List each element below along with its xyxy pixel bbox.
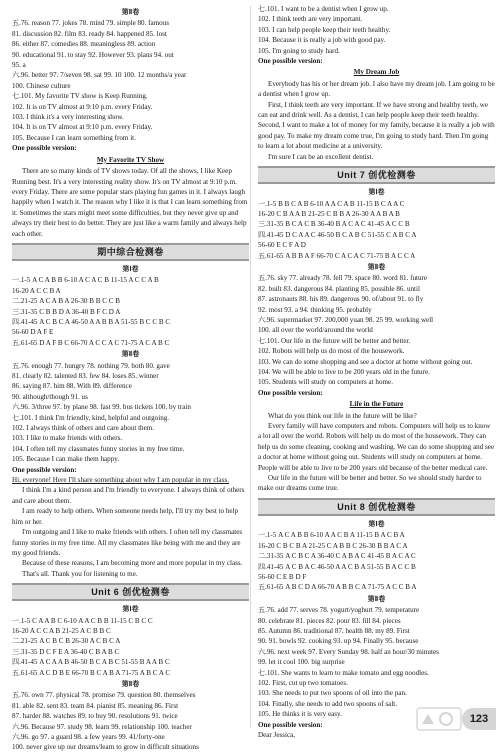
essay-paragraph: I am ready to help others. When someone needs help, I'll try my best to help him or her. xyxy=(12,507,239,526)
answer-lines xyxy=(258,530,495,592)
answer-line: 105. Students will study on computers at home. xyxy=(258,378,393,387)
section-part-heading: 第Ⅰ卷 xyxy=(368,519,385,528)
answer-line: 五.76. enough 77. hungry 78. nothing 79. both 80. gave xyxy=(12,361,170,370)
answer-line: 五.61-65 D A F B C 66-70 A C C A C 71-75 A C A B C xyxy=(12,338,170,347)
section-part-heading: 第Ⅰ卷 xyxy=(122,264,139,273)
answer-line: 五.76. own 77. physical 78. promise 79. question 80. themselves xyxy=(12,691,196,700)
answer-line: 85. Autumn 86. traditional 87. health 88. my 89. First xyxy=(258,626,410,635)
answer-lines xyxy=(258,4,495,56)
answer-line: 六.96. supermarket 97. 200,000 yuan 98. 25 99. working well xyxy=(258,315,434,324)
essay-paragraph: Everybody has his or her dream job. I also have my dream job. I am going to be a dentist when I grow up. xyxy=(258,79,495,99)
left-column xyxy=(12,6,249,753)
answer-line: 105. He thinks it is very easy. xyxy=(258,710,342,719)
essay-body xyxy=(258,411,495,494)
answer-line: 四.41-45 A C B A C 46-50 A A C B A 51-55 B A C C B xyxy=(258,562,416,571)
essay-title: My Dream Job xyxy=(353,68,400,77)
answer-line: 五.76. sky 77. already 78. fell 79. space 80. word 81. future xyxy=(258,274,428,283)
answer-line: 86. either 87. comedies 88. meaningless 89. action xyxy=(12,40,156,49)
answer-line: 103. I think it's a very interesting show. xyxy=(12,113,124,122)
watermark-logo-icon xyxy=(416,706,462,732)
answer-line: 六.96. better 97. 7/seven 98. sat 99. 10 100. 12 months/a year xyxy=(12,71,187,80)
essay-body xyxy=(258,79,495,162)
section-part-heading: 第Ⅰ卷 xyxy=(368,188,385,197)
answer-line: 81. able 82. sent 83. team 84. pianist 85. meaning 86. First xyxy=(12,701,179,710)
answer-line: 六.96. 3/three 97. by plane 98. fast 99. bus tickets 100. by train xyxy=(12,403,191,412)
column-divider xyxy=(250,6,251,728)
essay-paragraph: First, I think teeth are very important. If we have strong and healthy teeth, we can eat and drink well. As a dentist, I can help people keep their teeth healthy. Second, I want to make a lot of money for my family, because it is really a job with good pay. To make my dream come true, I'm going to study hard. Then I'm going to learn a lot about medicine at a university. xyxy=(258,100,495,151)
section-part-heading: 第Ⅱ卷 xyxy=(121,350,140,359)
answer-line: 104. It is on TV almost at 9:10 p.m. every Friday. xyxy=(12,123,153,132)
answer-line: 95. a xyxy=(12,61,26,70)
answer-line: 86. saying 87. him 88. With 89. difference xyxy=(12,382,132,391)
answer-line: 一.1-5 A C A B B 6-10 A C A C B 11-15 A C C A B xyxy=(12,276,159,285)
answer-line: 六.96. next week 97. Every Sunday 98. half an hour/30 minutes xyxy=(258,647,439,656)
answer-lines xyxy=(12,18,249,143)
essay-title: My Favorite TV Show xyxy=(96,155,165,164)
section-part-heading: 第Ⅱ卷 xyxy=(367,262,386,271)
answer-lines xyxy=(12,275,249,348)
answer-line: 92. most 93. a 94. thinking 95. probably xyxy=(258,305,372,314)
answer-line: 103. I like to make friends with others. xyxy=(12,434,123,443)
answer-line: 三.31-35 C B B D A 36-40 B F C D A xyxy=(12,307,121,316)
answer-line: 99. let it cool 100. big surprise xyxy=(258,658,345,667)
answer-line: 102. It is on TV almost at 9:10 p.m. every Friday. xyxy=(12,102,153,111)
answer-line: 七.101. She wants to learn to make tomato and egg noodles. xyxy=(258,668,429,677)
section-part-heading: 第Ⅰ卷 xyxy=(122,605,139,614)
test-banner: Unit 8 创优检测卷 xyxy=(258,498,495,516)
version-label: One possible version: xyxy=(258,388,323,397)
answer-line: 105. Because I can make them happy. xyxy=(12,455,120,464)
answer-line: 二.21-25 A C B C B 26-30 A C B C A xyxy=(12,637,121,646)
answer-line: 四.41-45 A C A A B 46-50 B C A B C 51-55 B A A B C xyxy=(12,658,170,667)
answer-lines xyxy=(258,273,495,387)
essay-paragraph: Because of these reasons, I am becoming more and more popular in my class. xyxy=(22,559,243,568)
section-part-heading: 第Ⅱ卷 xyxy=(367,594,386,603)
answer-line: 一.1-5 C A A B C 6-10 A A C B B 11-15 C B C C xyxy=(12,616,153,625)
answer-line: 七.101. I think I'm friendly, kind, helpful and outgoing. xyxy=(12,413,170,422)
version-label: One possible version: xyxy=(12,465,77,474)
answer-line: 56-60 C E B D F xyxy=(258,572,307,581)
answer-line: 90. educational 91. to stay 92. However 93. plans 94. out xyxy=(12,50,174,59)
answer-line: 一.1-5 A C A B B 6-10 A A C B A 11-15 B A C B A xyxy=(258,531,405,540)
answer-line: 100. never give up our dreams/learn to grow in difficult situations xyxy=(12,743,199,752)
essay-opening: Hi, everyone! Here I'll share something about why I am popular in my class. xyxy=(12,476,229,485)
essay-paragraph: I'm outgoing and I like to make friends with others. I often tell my classmates funny stories in my free time. All my classmates like being with me and they are my good friends. xyxy=(12,528,243,557)
section-part-heading: 第Ⅱ卷 xyxy=(121,679,140,688)
answer-line: 五.61-65 A B C D A 66-70 A B B C A 71-75 A C C B A xyxy=(258,583,417,592)
answer-line: 56-60 D A F E xyxy=(12,328,54,337)
answer-line: 七.101. Our life in the future will be better and better. xyxy=(258,336,411,345)
answer-line: 87. harder 88. watches 89. to buy 90. resolutions 91. twice xyxy=(12,712,178,721)
test-banner: Unit 6 创优检测卷 xyxy=(12,583,249,601)
answer-line: 90. although/though 91. us xyxy=(12,392,88,401)
answer-lines xyxy=(12,361,249,465)
essay-paragraph: I'm sure I can be an excellent dentist. xyxy=(268,152,374,161)
answer-line: 三.31-35 D C F E A 36-40 C B A B C xyxy=(12,647,120,656)
essay-title: Life in the Future xyxy=(349,400,404,409)
essay-body xyxy=(12,485,249,579)
answer-line: 102. I think teeth are very important. xyxy=(258,15,363,24)
answer-line: 五.76. reason 77. jokes 78. mind 79. simple 80. famous xyxy=(12,19,170,28)
version-label: One possible version: xyxy=(258,720,323,729)
answer-line: 104. We will be able to live to be 200 years old in the future. xyxy=(258,368,430,376)
answer-line: 二.31-35 A C B C A 36-40 C A B A C 41-45 B A C A C xyxy=(258,552,416,561)
answer-line: 103. She needs to put two spoons of oil into the pan. xyxy=(258,689,407,698)
answer-line: 三.31-35 B C A C B 36-40 B A C A C 41-45 A C C B xyxy=(258,220,410,229)
answer-line: 102. First, cut up two tomatoes. xyxy=(258,678,348,687)
answer-line: 82. built 83. dangerous 84. planting 85. possible 86. until xyxy=(258,284,420,293)
answer-line: 87. astronauts 88. his 89. dangerous 90. of/about 91. to fly xyxy=(258,295,424,304)
answer-lines xyxy=(258,605,495,719)
answer-line: 100. all over the world/around the world xyxy=(258,326,373,335)
answer-line: 六.96. go 97. a guard 98. a few years 99. 41/forty-one xyxy=(12,733,165,741)
answer-line: 100. Chinese culture xyxy=(12,81,71,90)
answer-line: 104. I often tell my classmates funny stories in my free time. xyxy=(12,444,185,453)
answer-lines xyxy=(12,690,249,752)
version-label: One possible version: xyxy=(12,144,77,153)
version-label: One possible version: xyxy=(258,57,323,66)
answer-line: 五.61-65 A B B A F 66-70 C A C A C 71-75 B A C C A xyxy=(258,251,416,260)
answer-line: 二.21-25 A C A B A 26-30 B B C C B xyxy=(12,297,121,306)
answer-line: 16-20 C B A A B 21-25 C B B A 26-30 A A B A B xyxy=(258,209,400,218)
answer-line: 一.1-5 B B C A B 6-10 A A C A B 11-15 B C A A C xyxy=(258,199,405,208)
page-number: 123 xyxy=(462,708,496,730)
answer-line: 16-20 A C C B A xyxy=(12,286,61,295)
answer-line: 80. celebrate 81. pieces 82. pour 83. fill 84. pieces xyxy=(258,616,401,625)
answer-line: 五.76. add 77. serves 78. yogurt/yoghurt 79. temperature xyxy=(258,606,420,615)
essay-paragraph: Every family will have computers and robots. Computers will help us to know a lot all over the world. Robots will help us do most of the housework. They can help us do some cleaning, cooking and washing. We can do some shopping and see a doctor at home without going out. Students will study on computers at home. People will be able to live to be 200 years old because of the better medical care. xyxy=(258,422,495,472)
essay-paragraph: Our life in the future will be better and better. So we should study harder to make our dreams come true. xyxy=(258,474,482,493)
answer-line: 103. I can help people keep their teeth healthy. xyxy=(258,25,391,34)
answer-line: 105. Because I can learn something from it. xyxy=(12,133,136,142)
test-banner: 期中综合检测卷 xyxy=(12,243,249,261)
letter-greeting: Dear Jessica, xyxy=(258,731,296,739)
answer-line: 56-60 E C F A D xyxy=(258,241,306,250)
answer-line: 102. I always think of others and care about them. xyxy=(12,424,155,433)
answer-line: 90. 91. bowls 92. cooking 93. up 94. Finally 95. because xyxy=(258,637,419,646)
answer-line: 81. discussion 82. film 83. ready 84. happened 85. lost xyxy=(12,29,167,38)
answer-line: 103. We can do some shopping and see a doctor at home without going out. xyxy=(258,357,473,366)
answer-line: 81. clearly 82. talented 83. few 84. loses 85. winner xyxy=(12,372,159,380)
answer-line: 五.61-65 A C D B E 66-70 B C A B A 71-75 A B C A C xyxy=(12,668,171,677)
answer-line: 104. Finally, she needs to add two spoons of salt. xyxy=(258,699,398,708)
answer-lines xyxy=(258,199,495,261)
essay-paragraph: I think I'm a kind person and I'm friendly to everyone. I always think of others and care about them. xyxy=(12,486,245,505)
essay-paragraph: There are so many kinds of TV shows today. Of all the shows, I like Keep Running best. It's a very interesting reality show. It's on TV almost at 9:10 p.m. every Friday. There are some popular stars playing fun games in it. I always laugh happily when I watch it. The reason why I like it is that I can learn something from it. Sometimes the stars might meet some difficulties, but they never give up and always try their best to do better. They are just like a warm family and always help each other. xyxy=(12,167,248,238)
answer-line: 七.101. My favorite TV show is Keep Running. xyxy=(12,92,148,101)
answer-line: 六.96. Because 97. study 98. learn 99. relationship 100. teacher xyxy=(12,722,192,731)
answer-line: 16-20 A C C A B 21-25 A C B B C xyxy=(12,626,111,635)
answer-line: 105. I'm going to study hard. xyxy=(258,46,340,55)
answer-line: 16-20 C B C B A 21-25 C A B B C 26-30 B B A C A xyxy=(258,541,408,550)
right-column xyxy=(258,4,495,740)
answer-line: 104. Because it is really a job with good pay. xyxy=(258,36,386,45)
answer-line: 102. Robots will help us do most of the housework. xyxy=(258,347,405,356)
section-part-heading: 第Ⅱ卷 xyxy=(121,8,140,16)
answer-line: 四.41-45 A C B C A 46-50 A A B B A 51-55 B C C B C xyxy=(12,317,171,326)
essay-paragraph: That's all. Thank you for listening to me. xyxy=(22,569,138,578)
answer-line: 七.101. I want to be a dentist when I grow up. xyxy=(258,5,389,13)
answer-line: 四.41-45 D C A A C 46-50 B C A B C 51-55 C A B C A xyxy=(258,230,417,239)
test-banner: Unit 7 创优检测卷 xyxy=(258,166,495,184)
answer-lines xyxy=(12,616,249,678)
essay-paragraph: What do you think our life in the future will be like? xyxy=(268,411,417,420)
